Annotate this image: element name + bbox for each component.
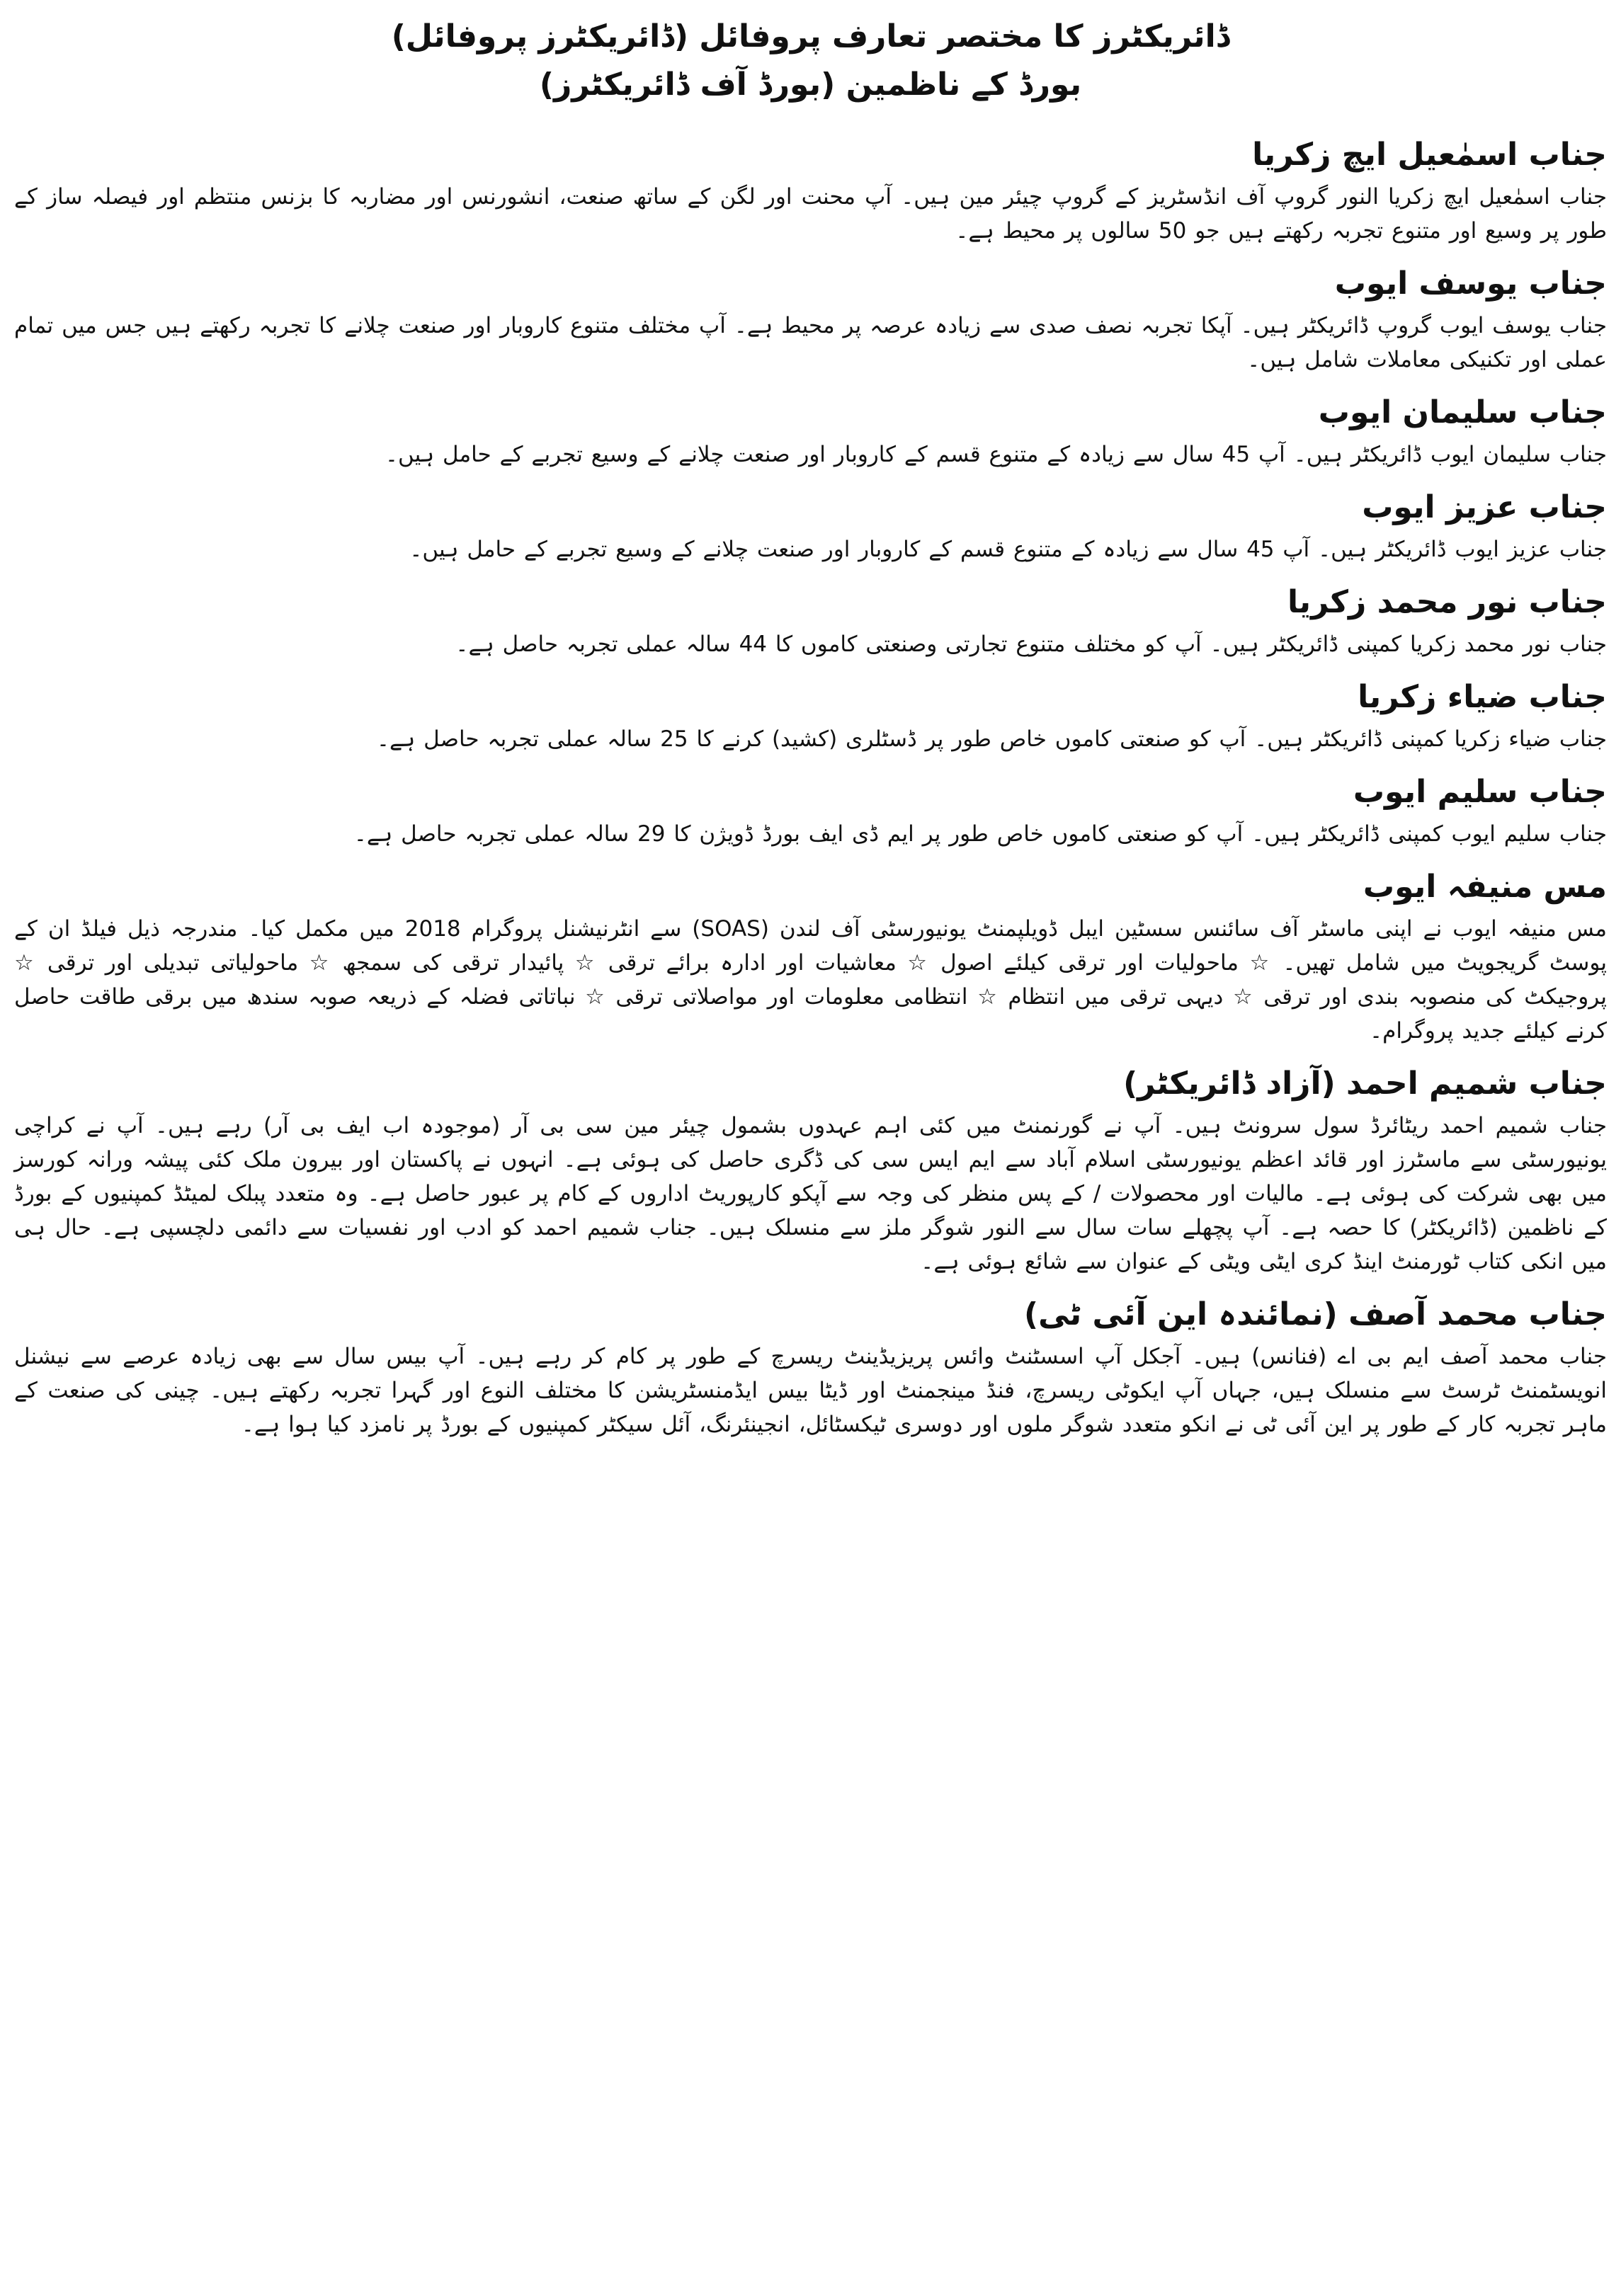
document-title: ڈائریکٹرز کا مختصر تعارف پروفائل (ڈائریکٹرز پروفائل) — [391, 18, 1230, 55]
profile-section — [14, 582, 1607, 661]
document-header — [14, 13, 1607, 109]
director-bio: جناب شمیم احمد ریٹائرڈ سول سرونٹ ہیں۔ آپ نے گورنمنٹ میں کئی اہم عہدوں بشمول چیئر مین سی بی آر (موجودہ اب ایف بی آر) رہے ہیں۔ آپ نے کراچی یونیورسٹی سے ماسٹرز اور قائد اعظم یونیورسٹی اسلام آباد سے ایم ایس سی کی ڈگری حاصل کی ہوئی ہے۔ انہوں نے پاکستان اور بیرون ملک کئی پیشہ ورانہ کورسز میں بھی شرکت کی ہوئی ہے۔ مالیات اور محصولات / کے پس منظر کی وجہ سے آپکو کارپوریٹ اداروں کے کام پر عبور حاصل ہے۔ وہ متعدد پبلک لمیٹڈ کمپنیوں کے بورڈ کے ناظمین (ڈائریکٹر) کا حصہ ہے۔ آپ پچھلے سات سال سے النور شوگر ملز سے منسلک ہیں۔ جناب شمیم احمد کو ادب اور نفسیات سے دائمی دلچسپی ہے۔ حال ہی میں انکی کتاب ٹورمنٹ اینڈ کری ایٹی ویٹی کے عنوان سے شائع ہوئی ہے۔ — [14, 1113, 1607, 1274]
profile-section — [14, 1294, 1607, 1441]
profile-section — [14, 263, 1607, 377]
director-bio: جناب ضیاء زکریا کمپنی ڈائریکٹر ہیں۔ آپ کو صنعتی کاموں خاص طور پر ڈسٹلری (کشید) کرنے کا 25 سالہ عملی تجربہ حاصل ہے۔ — [376, 726, 1607, 752]
director-name: مس منیفہ ایوب — [1363, 869, 1607, 905]
profile-section — [14, 135, 1607, 248]
director-name: جناب عزیز ایوب — [1362, 489, 1607, 525]
profile-section — [14, 1063, 1607, 1279]
director-bio: جناب محمد آصف ایم بی اے (فنانس) ہیں۔ آجکل آپ اسسٹنٹ وائس پریزیڈینٹ ریسرچ کے طور پر کام کر رہے ہیں۔ آپ بیس سال سے بھی زیادہ عرصے سے نیشنل انویسٹمنٹ ٹرسٹ سے منسلک ہیں، جہاں آپ ایکوٹی ریسرچ، فنڈ مینجمنٹ اور ڈیٹا بیس ایڈمنسٹریشن کا مختلف النوع اور گہرا تجربہ رکھتے ہیں۔ چینی کی صنعت کے ماہر تجربہ کار کے طور پر این آئی ٹی نے انکو متعدد شوگر ملوں اور دوسری ٹیکسٹائل، انجینئرنگ، آئل سیکٹر کمپنیوں کے بورڈ پر نامزد کیا ہوا ہے۔ — [14, 1344, 1607, 1437]
profile-section — [14, 677, 1607, 756]
director-bio: مس منیفہ ایوب نے اپنی ماسٹر آف سائنس سسٹین ایبل ڈویلپمنٹ یونیورسٹی آف لندن (SOAS) سے انٹرنیشنل پروگرام 2018 میں مکمل کیا۔ مندرجہ ذیل فیلڈ ان کے پوسٹ گریجویٹ میں شامل تھیں۔ ☆ ماحولیات اور ترقی کیلئے اصول ☆ معاشیات اور ادارہ برائے ترقی ☆ پائیدار ترقی کی سمجھ ☆ ماحولیاتی تبدیلی اور ترقی ☆ پروجیکٹ کی منصوبہ بندی اور ترقی ☆ دیہی ترقی میں انتظام ☆ انتظامی معلومات اور مواصلاتی ترقی ☆ نباتاتی فضلہ کے ذریعہ صوبہ سندھ میں برقی طاقت حاصل کرنے کیلئے جدید پروگرام۔ — [14, 916, 1607, 1044]
director-bio: جناب یوسف ایوب گروپ ڈائریکٹر ہیں۔ آپکا تجربہ نصف صدی سے زیادہ عرصہ پر محیط ہے۔ آپ مختلف متنوع کاروبار اور صنعت چلانے کا تجربہ رکھتے ہیں جس میں تمام عملی اور تکنیکی معاملات شامل ہیں۔ — [14, 313, 1607, 372]
director-bio: جناب اسمٰعیل ایچ زکریا النور گروپ آف انڈسٹریز کے گروپ چیئر مین ہیں۔ آپ محنت اور لگن کے ساتھ صنعت، انشورنس اور مضاربہ کا بزنس منتظم اور فیصلہ ساز کے طور پر وسیع اور متنوع تجربہ رکھتے ہیں جو 50 سالوں پر محیط ہے۔ — [14, 184, 1607, 244]
profile-section — [14, 392, 1607, 472]
director-name: جناب یوسف ایوب — [1334, 265, 1607, 302]
director-bio: جناب سلیمان ایوب ڈائریکٹر ہیں۔ آپ 45 سال سے زیادہ کے متنوع قسم کے کاروبار اور صنعت چلانے کے وسیع تجربے کے حامل ہیں۔ — [385, 442, 1607, 467]
director-name: جناب محمد آصف (نمائندہ این آئی ٹی) — [1024, 1296, 1607, 1332]
profile-section — [14, 772, 1607, 851]
profile-section — [14, 487, 1607, 566]
document-subtitle: بورڈ کے ناظمین (بورڈ آف ڈائریکٹرز) — [539, 67, 1082, 103]
director-name: جناب اسمٰعیل ایچ زکریا — [1252, 137, 1607, 173]
director-name: جناب سلیمان ایوب — [1318, 394, 1607, 430]
director-bio: جناب نور محمد زکریا کمپنی ڈائریکٹر ہیں۔ آپ کو مختلف متنوع تجارتی وصنعتی کاموں کا 44 سالہ عملی تجربہ حاصل ہے۔ — [455, 632, 1607, 657]
director-name: جناب ضیاء زکریا — [1358, 679, 1607, 715]
document-page — [14, 13, 1607, 2278]
profile-section — [14, 867, 1607, 1048]
director-name: جناب شمیم احمد (آزاد ڈائریکٹر) — [1123, 1066, 1607, 1102]
director-name: جناب نور محمد زکریا — [1287, 584, 1607, 620]
director-name: جناب سلیم ایوب — [1353, 774, 1607, 810]
director-bio: جناب سلیم ایوب کمپنی ڈائریکٹر ہیں۔ آپ کو صنعتی کاموں خاص طور پر ایم ڈی ایف بورڈ ڈویژن کا 29 سالہ عملی تجربہ حاصل ہے۔ — [353, 821, 1607, 847]
director-bio: جناب عزیز ایوب ڈائریکٹر ہیں۔ آپ 45 سال سے زیادہ کے متنوع قسم کے کاروبار اور صنعت چلانے کے وسیع تجربے کے حامل ہیں۔ — [409, 537, 1607, 562]
